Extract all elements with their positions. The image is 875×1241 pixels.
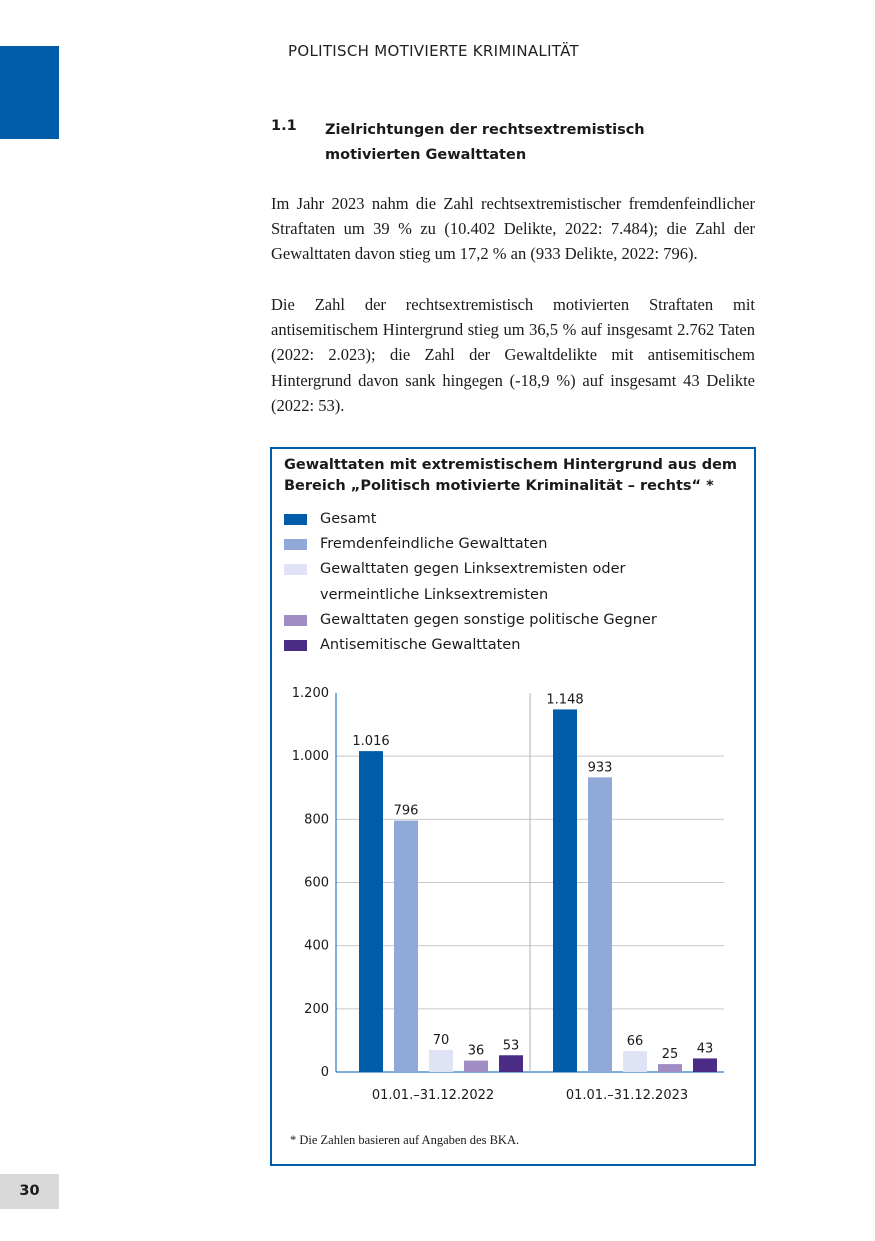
- y-tick-label: 1.200: [291, 686, 329, 701]
- data-label: 36: [467, 1043, 485, 1059]
- legend-item-antisemitisch: [284, 633, 744, 658]
- legend-item-fremdenfeindlich: [284, 532, 744, 557]
- bar: [553, 709, 577, 1072]
- legend-item-linksextremisten: [284, 557, 744, 607]
- section-number: 1.1: [271, 118, 297, 134]
- chart-legend: [284, 507, 744, 658]
- data-label: 933: [587, 760, 613, 776]
- legend-label: Fremdenfeindliche Gewalttaten: [320, 536, 548, 553]
- y-tick-label: 200: [304, 1001, 329, 1017]
- bar: [359, 751, 383, 1072]
- bar: [658, 1064, 682, 1072]
- bar: [499, 1055, 523, 1072]
- bar: [623, 1051, 647, 1072]
- page-number: 30: [0, 1174, 59, 1209]
- data-label: 25: [661, 1047, 679, 1063]
- bar: [693, 1058, 717, 1072]
- data-label: 43: [696, 1041, 714, 1057]
- bar-chart: [272, 669, 754, 1109]
- x-category-label: 01.01.–31.12.2022: [371, 1088, 495, 1103]
- data-label: 53: [502, 1038, 520, 1054]
- legend-swatch: [284, 615, 307, 626]
- chart-box: [270, 447, 756, 1166]
- legend-swatch: [284, 640, 307, 651]
- legend-label: Gesamt: [320, 511, 377, 527]
- bar: [464, 1061, 488, 1072]
- data-label: 796: [393, 803, 419, 819]
- running-head: POLITISCH MOTIVIERTE KRIMINALITÄT: [288, 42, 579, 60]
- legend-label: Antisemitische Gewalttaten: [320, 637, 521, 654]
- paragraph-2: Die Zahl der rechtsextremistisch motivierten Straftaten mit antisemitischem Hintergrund stieg um 36,5 % auf insgesamt 2.762 Taten (2022: 2.023); die Zahl der Gewaltdelikte mit antisemitischem Hintergrund davon sank hingegen (-18,9 %) auf insgesamt 43 Delikte (2022: 53).: [271, 295, 755, 415]
- y-tick-label: 800: [304, 812, 329, 828]
- bar: [394, 821, 418, 1072]
- legend-swatch: [284, 564, 307, 575]
- y-tick-label: 0: [320, 1065, 329, 1080]
- legend-label: Gewalttaten gegen Linksextremisten oder vermeintliche Linksextremisten: [320, 561, 626, 603]
- data-label: 1.016: [352, 734, 390, 750]
- legend-item-gesamt: [284, 507, 744, 532]
- legend-swatch: [284, 539, 307, 550]
- y-tick-label: 400: [304, 938, 329, 954]
- side-tab-marker: [0, 46, 59, 139]
- bar: [429, 1050, 453, 1072]
- bar: [588, 777, 612, 1072]
- data-label: 66: [626, 1034, 644, 1050]
- chart-title: Gewalttaten mit extremistischem Hintergrund aus dem Bereich „Politisch motivierte Kriminalität – rechts“ *: [284, 457, 738, 494]
- y-tick-label: 600: [304, 875, 329, 891]
- data-label: 70: [432, 1032, 450, 1048]
- data-label: 1.148: [546, 692, 584, 708]
- legend-item-sonstige-gegner: [284, 608, 744, 633]
- x-category-label: 01.01.–31.12.2023: [565, 1088, 689, 1103]
- legend-swatch: [284, 514, 307, 525]
- y-tick-label: 1.000: [291, 749, 329, 765]
- paragraph-1: Im Jahr 2023 nahm die Zahl rechtsextremistischer fremdenfeindlicher Straftaten um 39 % zu (10.402 Delikte, 2022: 7.484); die Zahl der Gewalttaten davon stieg um 17,2 % an (933 Delikte, 2022: 796).: [271, 194, 755, 264]
- chart-footnote: * Die Zahlen basieren auf Angaben des BKA.: [290, 1133, 520, 1147]
- legend-label: Gewalttaten gegen sonstige politische Gegner: [320, 611, 657, 628]
- section-title: Zielrichtungen der rechtsextremistisch motivierten Gewalttaten: [325, 122, 645, 163]
